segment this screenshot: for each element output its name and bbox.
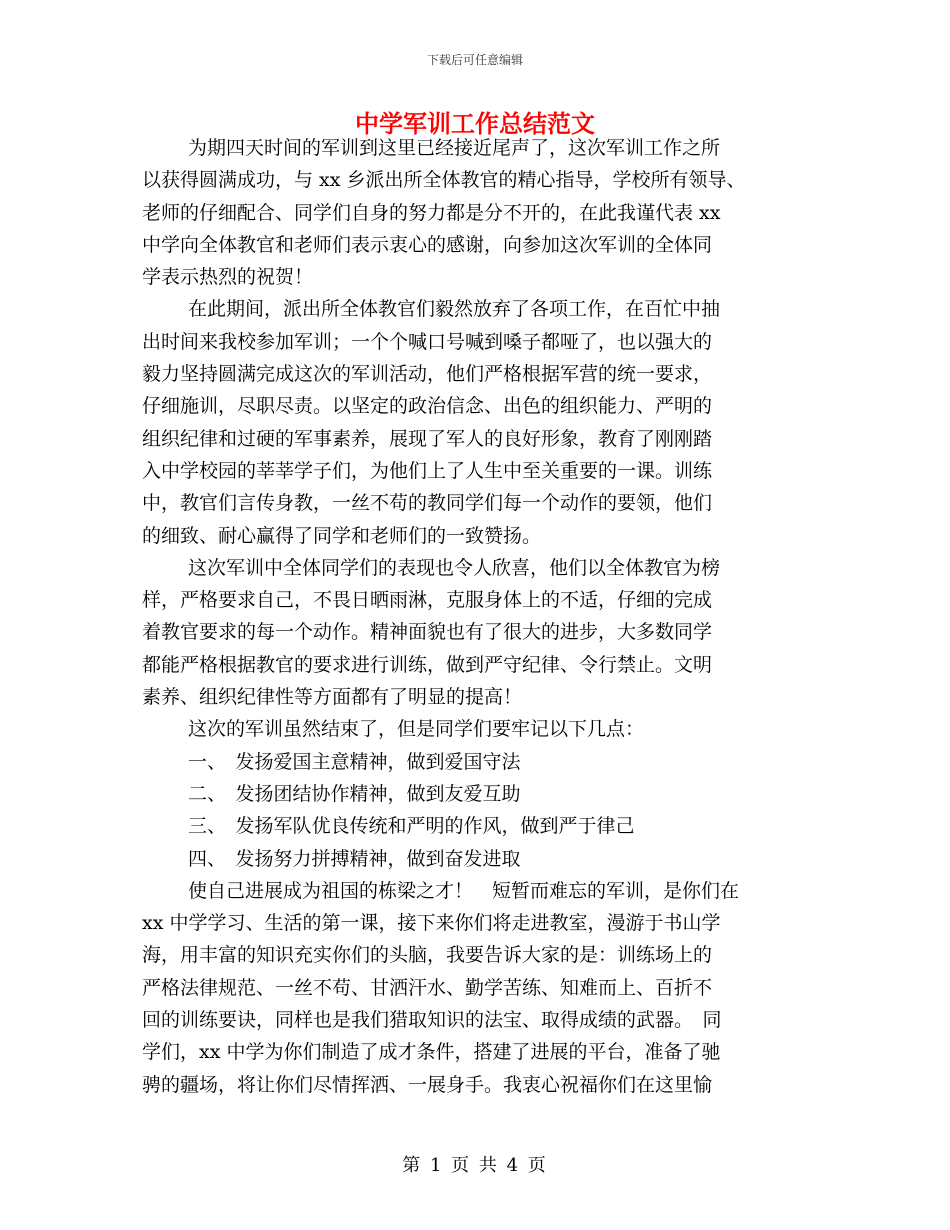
body-line: 回的训练要诀，同样也是我们猎取知识的法宝、取得成绩的武器。 同 — [142, 1009, 722, 1032]
body-line: 都能严格根据教官的要求进行训练，做到严守纪律、令行禁止。文明 — [142, 653, 713, 676]
body-line: 为期四天时间的军训到这里已经接近尾声了，这次军训工作之所 — [188, 137, 721, 159]
body-line: 骋的疆场，将让你们尽情挥洒、一展身手。我衷心祝福你们在这里愉 — [142, 1073, 713, 1096]
body-line: 毅力坚持圆满完成这次的军训活动，他们严格根据军营的统一要求， — [142, 363, 713, 386]
body-line: 以获得圆满成功，与 xx 乡派出所全体教官的精心指导，学校所有领导、 — [142, 169, 746, 192]
body-line: 这次军训中全体同学们的表现也令人欣喜，他们以全体教官为榜 — [188, 556, 721, 579]
body-line: 严格法律规范、一丝不苟、甘洒汗水、勤学苦练、知难而上、百折不 — [142, 976, 713, 999]
body-line: 学表示热烈的祝贺！ — [142, 266, 314, 289]
body-line: 中，教官们言传身教，一丝不苟的教同学们每一个动作的要领，他们 — [142, 492, 713, 515]
body-line: 四、 发扬努力拼搏精神，做到奋发进取 — [188, 847, 521, 870]
body-line: 使自己进展成为祖国的栋梁之才！ 短暂而难忘的军训，是你们在 — [188, 879, 740, 902]
body-line: 样，严格要求自己，不畏日晒雨淋，克服身体上的不适，仔细的完成 — [142, 589, 713, 612]
body-line: 仔细施训，尽职尽责。以坚定的政治信念、出色的组织能力、严明的 — [142, 395, 713, 418]
body-line: 一、 发扬爱国主意精神，做到爱国守法 — [188, 750, 521, 773]
body-line: xx 中学学习、生活的第一课，接下来你们将走进教室，漫游于书山学 — [142, 912, 721, 935]
body-line: 这次的军训虽然结束了，但是同学们要牢记以下几点： — [188, 718, 645, 741]
document-body — [142, 132, 808, 1101]
document-title: 中学军训工作总结范文 — [355, 110, 595, 138]
body-line: 学们，xx 中学为你们制造了成才条件，搭建了进展的平台，准备了驰 — [142, 1041, 721, 1064]
body-line: 入中学校园的莘莘学子们，为他们上了人生中至关重要的一课。训练 — [142, 459, 713, 482]
body-line: 老师的仔细配合、同学们自身的努力都是分不开的，在此我谨代表 xx — [142, 201, 721, 224]
body-line: 组织纪律和过硬的军事素养，展现了军人的良好形象，教育了刚刚踏 — [142, 427, 713, 450]
body-line: 中学向全体教官和老师们表示衷心的感谢，向参加这次军训的全体同 — [142, 233, 713, 256]
body-line: 素养、组织纪律性等方面都有了明显的提高！ — [142, 686, 523, 709]
body-line: 的细致、耐心赢得了同学和老师们的一致赞扬。 — [142, 524, 542, 547]
body-line: 出时间来我校参加军训；一个个喊口号喊到嗓子都哑了，也以强大的 — [142, 330, 713, 353]
page-header-note: 下载后可任意编辑 — [426, 53, 523, 67]
body-line: 二、 发扬团结协作精神，做到友爱互助 — [188, 782, 521, 805]
page-number-footer: 第 1 页 共 4 页 — [402, 1155, 548, 1176]
body-line: 三、 发扬军队优良传统和严明的作风，做到严于律己 — [188, 815, 635, 838]
body-line: 在此期间，派出所全体教官们毅然放弃了各项工作，在百忙中抽 — [188, 298, 721, 321]
body-line: 海，用丰富的知识充实你们的头脑，我要告诉大家的是：训练场上的 — [142, 944, 713, 967]
body-line: 着教官要求的每一个动作。精神面貌也有了很大的进步，大多数同学 — [142, 621, 713, 644]
